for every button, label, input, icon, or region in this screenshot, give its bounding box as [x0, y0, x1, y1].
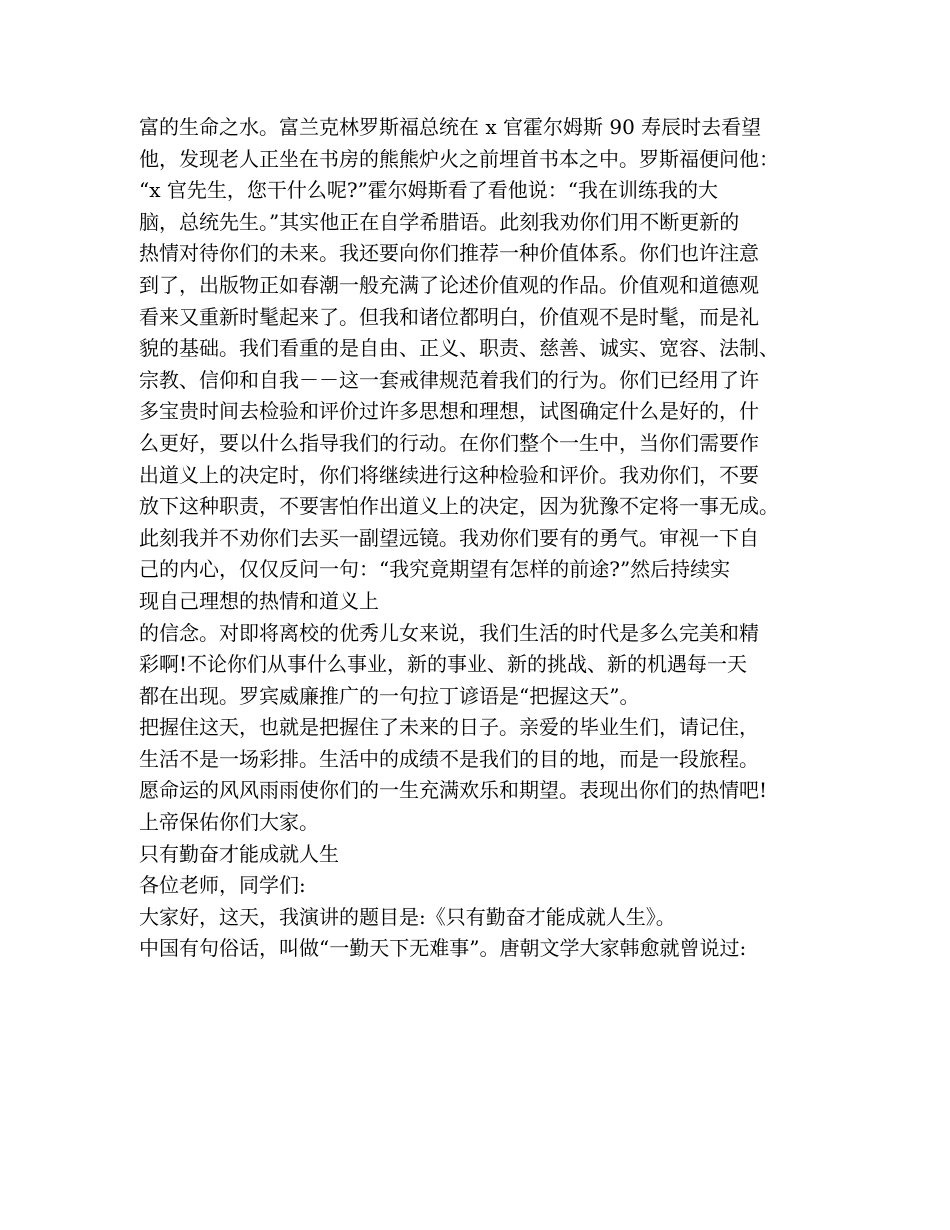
text-line: 宗教、信仰和自我－－这一套戒律规范着我们的行为。你们已经用了许: [139, 367, 759, 392]
text-line: 愿命运的风风雨雨使你们的一生充满欢乐和期望。表现出你们的热情吧!: [139, 778, 768, 803]
text-line: 生活不是一场彩排。生活中的成绩不是我们的目的地，而是一段旅程。: [139, 746, 759, 771]
text-line: 脑，总统先生。”其实他正在自学希腊语。此刻我劝你们用不断更新的: [139, 209, 740, 234]
text-line: 的信念。对即将离校的优秀儿女来说，我们生活的时代是多么完美和精: [139, 620, 759, 645]
text-line: 大家好，这天，我演讲的题目是:《只有勤奋才能成就人生》。: [139, 904, 676, 929]
text-line: 到了，出版物正如春潮一般充满了论述价值观的作品。价值观和道德观: [139, 272, 759, 297]
text-line: 都在出现。罗宾威廉推广的一句拉丁谚语是“把握这天”。: [139, 683, 640, 708]
document-body: [139, 112, 829, 965]
text-line: 貌的基础。我们看重的是自由、正义、职责、慈善、诚实、宽容、法制、: [139, 336, 779, 361]
salutation: 各位老师，同学们:: [139, 873, 306, 898]
text-line: 现自己理想的热情和道义上: [139, 588, 379, 613]
text-line: “x 官先生，您干什么呢?”霍尔姆斯看了看他说：“我在训练我的大: [139, 178, 719, 203]
text-line: 把握住这天，也就是把握住了未来的日子。亲爱的毕业生们，请记住，: [139, 715, 759, 740]
text-line: 己的内心，仅仅反问一句：“我究竟期望有怎样的前途?”然后持续实: [139, 557, 731, 582]
text-line: 上帝保佑你们大家。: [139, 810, 319, 835]
text-line: 热情对待你们的未来。我还要向你们推荐一种价值体系。你们也许注意: [139, 241, 759, 266]
section-title: 只有勤奋才能成就人生: [139, 841, 339, 866]
text-line: 彩啊!不论你们从事什么事业，新的事业、新的挑战、新的机遇每一天: [139, 652, 748, 677]
text-line: 看来又重新时髦起来了。但我和诸位都明白，价值观不是时髦，而是礼: [139, 304, 759, 329]
text-line: 多宝贵时间去检验和评价过许多思想和理想，试图确定什么是好的，什: [139, 399, 759, 424]
text-line: 放下这种职责，不要害怕作出道义上的决定，因为犹豫不定将一事无成。: [139, 494, 779, 519]
text-line: 出道义上的决定时，你们将继续进行这种检验和评价。我劝你们，不要: [139, 462, 759, 487]
text-line: 此刻我并不劝你们去买一副望远镜。我劝你们要有的勇气。审视一下自: [139, 525, 759, 550]
text-line: 么更好，要以什么指导我们的行动。在你们整个一生中，当你们需要作: [139, 430, 759, 455]
text-line: 中国有句俗话，叫做“一勤天下无难事”。唐朝文学大家韩愈就曾说过:: [139, 936, 747, 961]
text-line: 他，发现老人正坐在书房的熊熊炉火之前埋首书本之中。罗斯福便问他：: [139, 146, 779, 171]
text-line: 富的生命之水。富兰克林罗斯福总统在 x 官霍尔姆斯 90 寿辰时去看望: [139, 115, 762, 139]
